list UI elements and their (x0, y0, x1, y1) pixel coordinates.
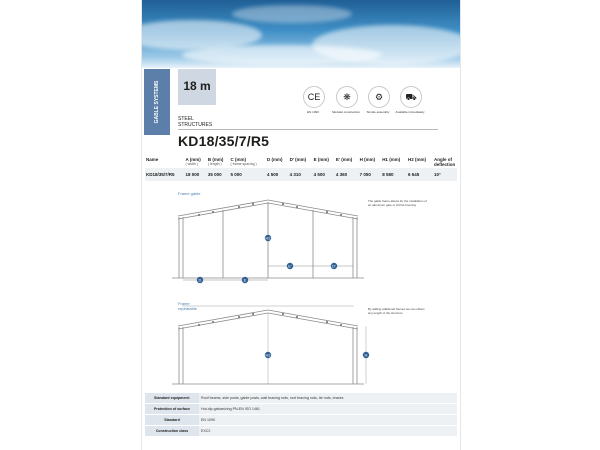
dim-label: E' (288, 263, 292, 269)
spec-d-prime: 4 310 (289, 168, 313, 181)
truck-icon: ⛟ (400, 86, 422, 108)
subtitle (178, 116, 212, 128)
specs-header: C (mm) ( frame spacing ) (230, 157, 257, 166)
dim-label: H2 (265, 352, 271, 358)
specs-header: H2 (mm) (408, 157, 427, 162)
title-divider (178, 129, 438, 130)
subtitle-line-2: STRUCTURES (178, 122, 213, 128)
sky-header-image (142, 0, 460, 68)
dim-label: H2 (265, 235, 271, 241)
equipment-row (145, 393, 457, 404)
category-label: GABLE SYSTEMS (154, 80, 160, 124)
specs-header: D' (mm) (289, 157, 307, 162)
equipment-key: Standard (145, 415, 199, 426)
equipment-value: Hot-dip galvanizing PN-EN ISO 1461 (199, 404, 457, 415)
size-box (178, 69, 216, 105)
specs-header: E (mm) (313, 157, 329, 162)
specs-header: B (mm) ( length ) (207, 157, 224, 166)
specs-header: A (mm) ( width ) (185, 157, 201, 166)
specs-header: E' (mm) (335, 157, 353, 162)
equipment-value: Roof beams, side posts, gable posts, wall bracing rods, roof bracing rods, tie rods, braces (199, 393, 457, 404)
equipment-table (145, 393, 457, 437)
spec-a: 18 000 (184, 168, 206, 181)
equipment-row (145, 426, 457, 437)
spec-d: 4 500 (266, 168, 289, 181)
category-tab (144, 69, 170, 135)
equipment-value: EN 1090 (199, 415, 457, 426)
spec-e-prime: 4 360 (335, 168, 359, 181)
spec-angle: 10° (433, 168, 457, 181)
spec-c: 5 000 (229, 168, 266, 181)
product-sheet (141, 0, 461, 450)
specs-data-row (145, 168, 457, 181)
dim-label: E (243, 277, 247, 283)
specs-header: H1 (mm) (382, 157, 401, 162)
dim-label: H (364, 352, 368, 358)
spec-name: KD18/35/7/R5 (145, 168, 184, 181)
badge-label-assembly: Simple assembly (366, 110, 390, 114)
spec-h1: 8 580 (381, 168, 407, 181)
product-title: KD18/35/7/R5 (178, 133, 270, 149)
equipment-key: Construction class (145, 426, 199, 437)
badge-label-en1090: EN 1090 (307, 110, 319, 114)
equipment-row (145, 404, 457, 415)
spec-h2: 6 645 (407, 168, 433, 181)
dim-label: D' (332, 263, 336, 269)
equipment-key: Protection of surface (145, 404, 199, 415)
spec-b: 35 000 (207, 168, 230, 181)
equipment-value: EXC2 (199, 426, 457, 437)
modular-icon: ❋ (336, 86, 358, 108)
frame-repeatable-note: By adding additional frames we can obtain any length of the structure (368, 307, 425, 315)
frame-gable-note: The gable frame allows for the installation of an aluminum gate or ACVA covering (368, 199, 427, 207)
ce-mark-icon: CE (303, 86, 325, 108)
equipment-row (145, 415, 457, 426)
frame-repeatable-label: Frame repeatable (178, 301, 197, 311)
specs-table (145, 156, 457, 181)
frame-gable-label: Frame gable (178, 191, 201, 196)
frame-gable-drawing (142, 196, 460, 292)
frame-repeatable-drawing (142, 300, 460, 392)
assembly-icon: ⚙ (368, 86, 390, 108)
badge-label-available: Available immediately (395, 110, 425, 114)
specs-header: D (mm) (266, 157, 283, 162)
specs-header: Angle of deflection (434, 157, 456, 167)
subtitle-line-1: STEEL (178, 116, 194, 122)
equipment-key: Standard equipment: (145, 393, 199, 404)
badge-label-modular: Modular construction (332, 110, 360, 114)
spec-e: 4 500 (313, 168, 335, 181)
specs-header: H (mm) (359, 157, 376, 162)
dim-label: D (198, 277, 202, 283)
spec-h: 7 050 (359, 168, 382, 181)
specs-header-row (145, 156, 457, 168)
size-label: 18 m (183, 79, 211, 93)
specs-header: Name (146, 157, 159, 162)
